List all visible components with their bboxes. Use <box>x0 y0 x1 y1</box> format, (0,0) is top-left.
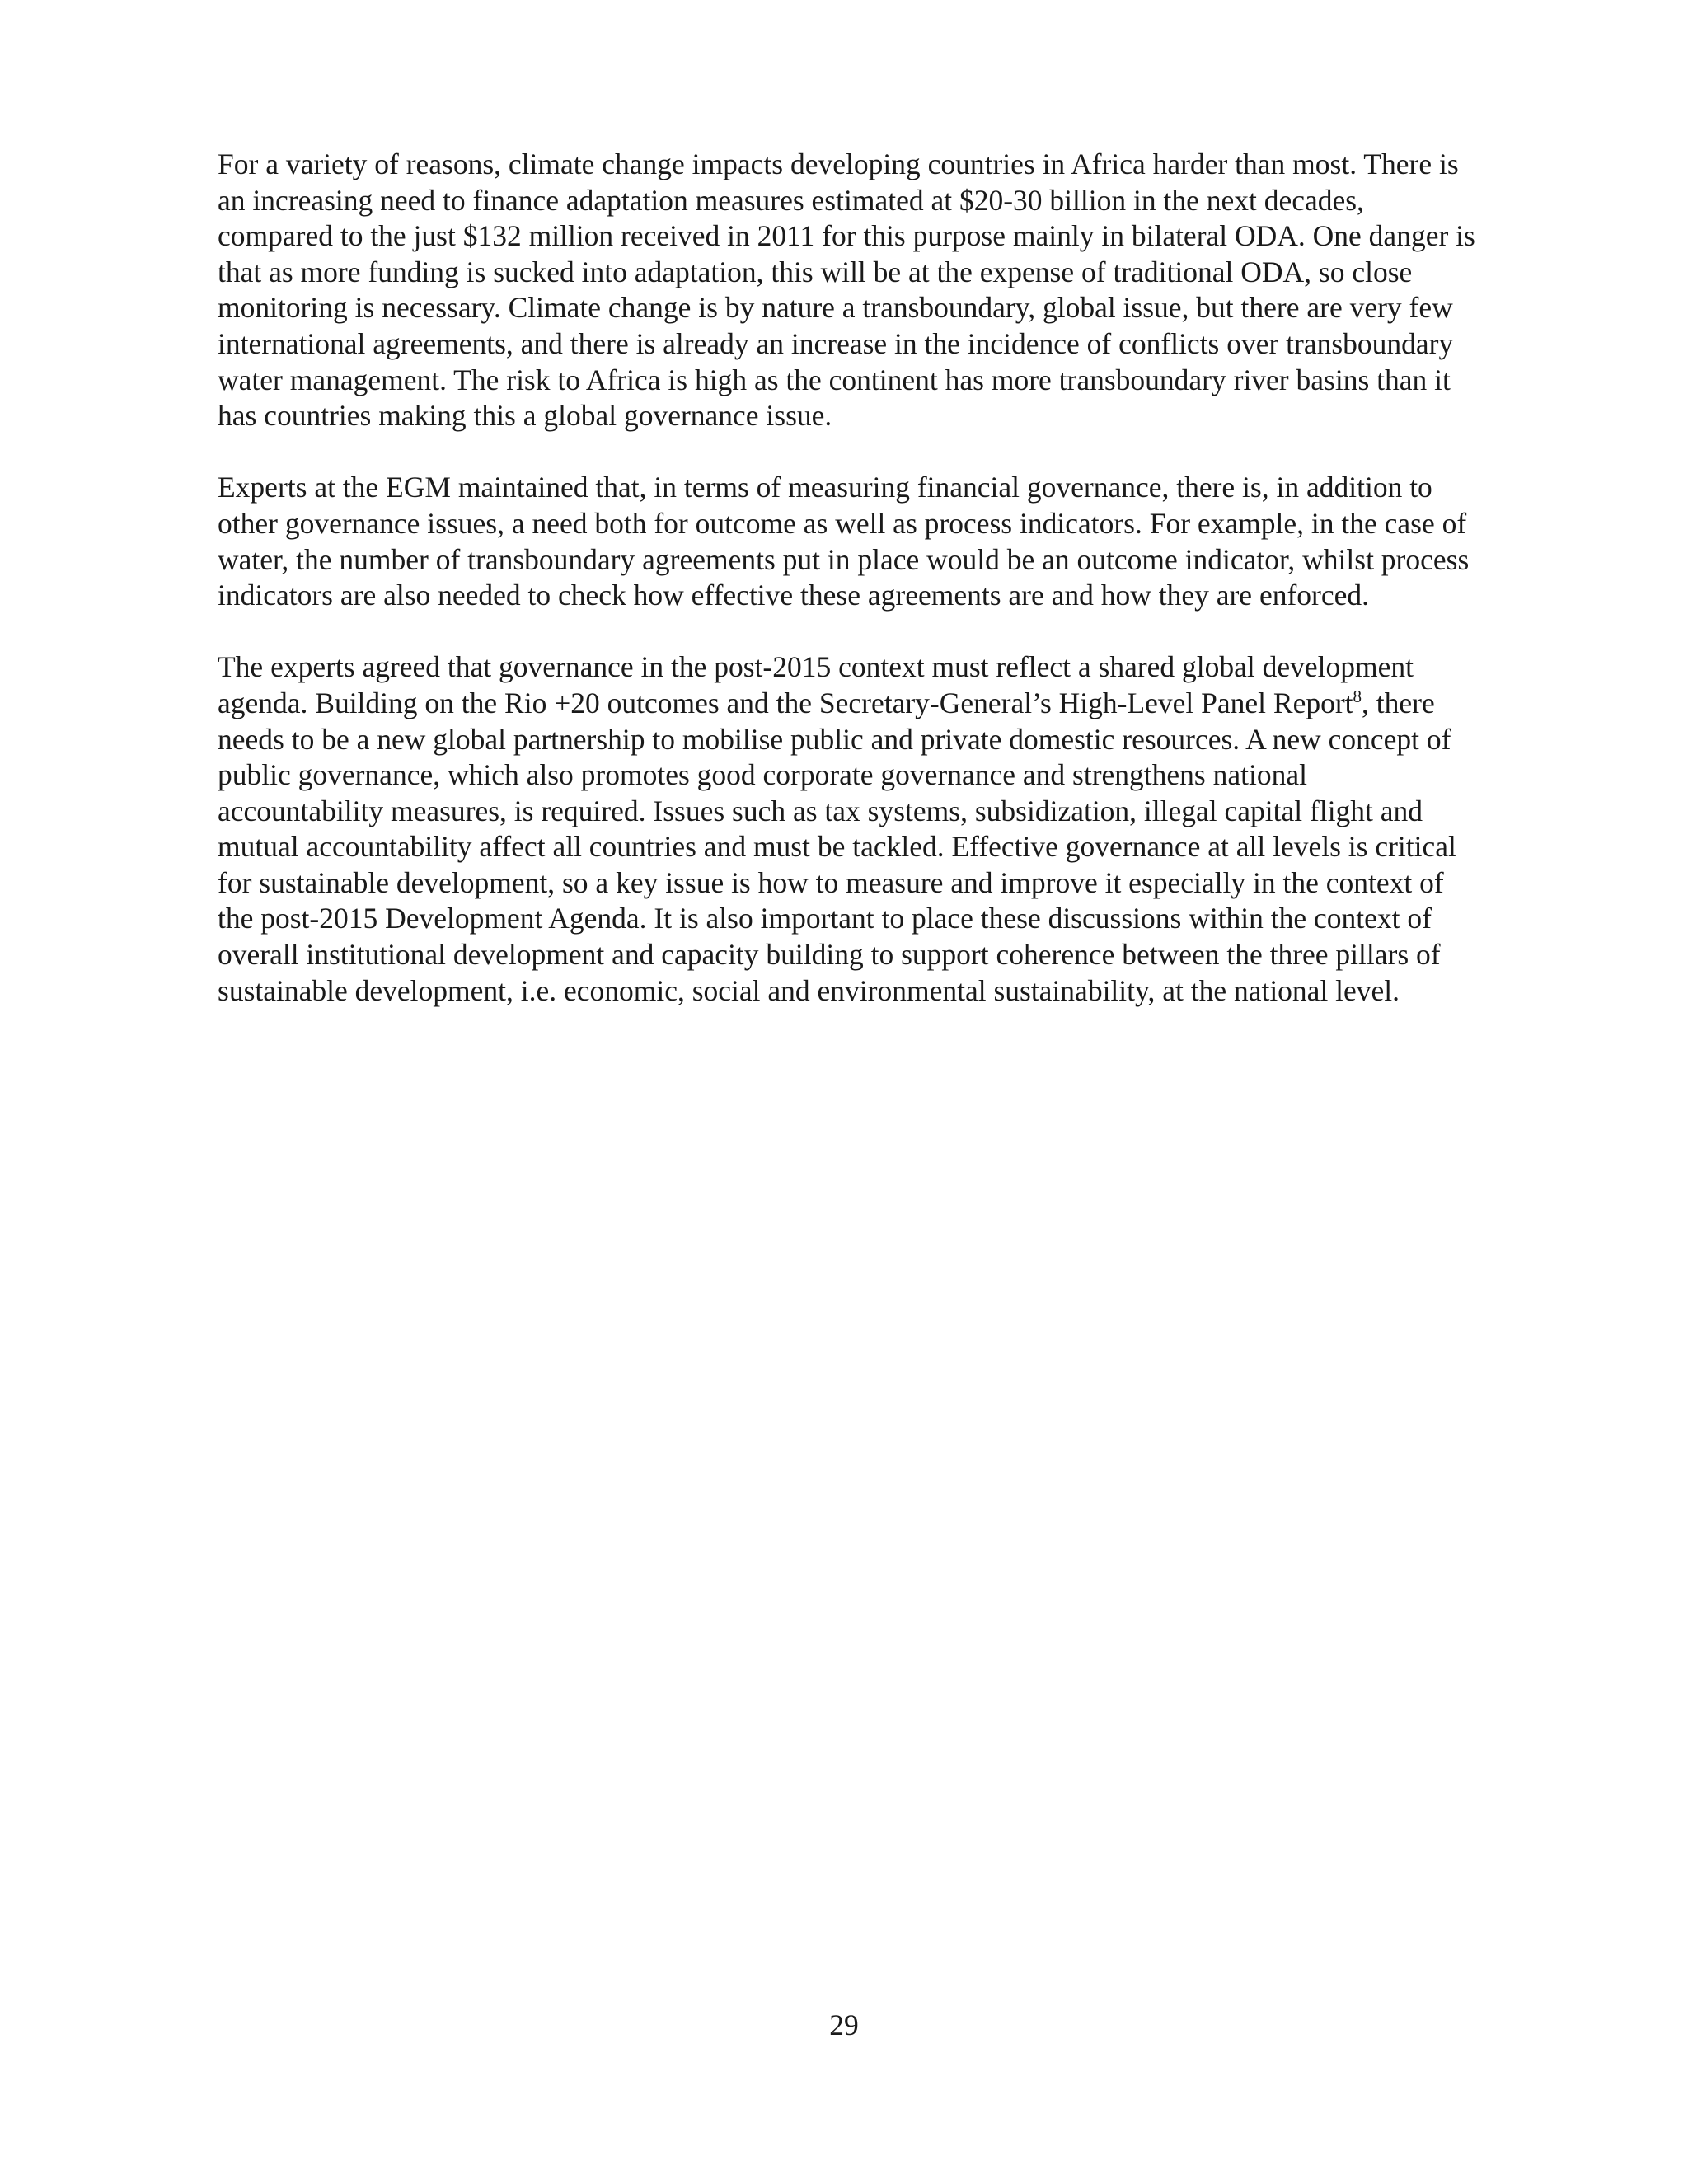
body-text <box>218 147 1479 1009</box>
page-number: 29 <box>829 2008 859 2041</box>
paragraph-text-end: , there needs to be a new global partnership to mobilise public and private domestic resources. A new concept of public governance, which also promotes good corporate governance and strengthens national accountability measures, is required. Issues such as tax systems, subsidization, illegal capital flight and mutual accountability affect all countries and must be tackled. Effective governance at all levels is critical for sustainable development, so a key issue is how to measure and improve it especially in the context of the post-2015 Development Agenda. It is also important to place these discussions within the context of overall institutional development and capacity building to support coherence between the three pillars of sustainable development, i.e. economic, social and environmental sustainability, at the national level. <box>218 686 1456 1007</box>
paragraph-text-start: The experts agreed that governance in the post-2015 context must reflect a shared global development agenda. Building on the Rio +20 outcomes and the Secretary-General’s High-Level Panel Report <box>218 650 1414 719</box>
paragraph-post-2015-governance <box>218 649 1479 1009</box>
paragraph-financial-governance: Experts at the EGM maintained that, in terms of measuring financial governance, there is, in addition to other governance issues, a need both for outcome as well as process indicators. For example, in the case of water, the number of transboundary agreements put in place would be an outcome indicator, whilst process indicators are also needed to check how effective these agreements are and how they are enforced. <box>218 471 1470 612</box>
footnote-reference[interactable]: 8 <box>1353 687 1362 707</box>
paragraph-climate-change: For a variety of reasons, climate change impacts developing countries in Africa harder than most. There is an increasing need to finance adaptation measures estimated at $20-30 billion in the next decades, compared to the just $132 million received in 2011 for this purpose mainly in bilateral ODA. One danger is that as more funding is sucked into adaptation, this will be at the expense of traditional ODA, so close monitoring is necessary. Climate change is by nature a transboundary, global issue, but there are very few international agreements, and there is already an increase in the incidence of conflicts over transboundary water management. The risk to Africa is high as the continent has more transboundary river basins than it has countries making this a global governance issue. <box>218 148 1475 433</box>
